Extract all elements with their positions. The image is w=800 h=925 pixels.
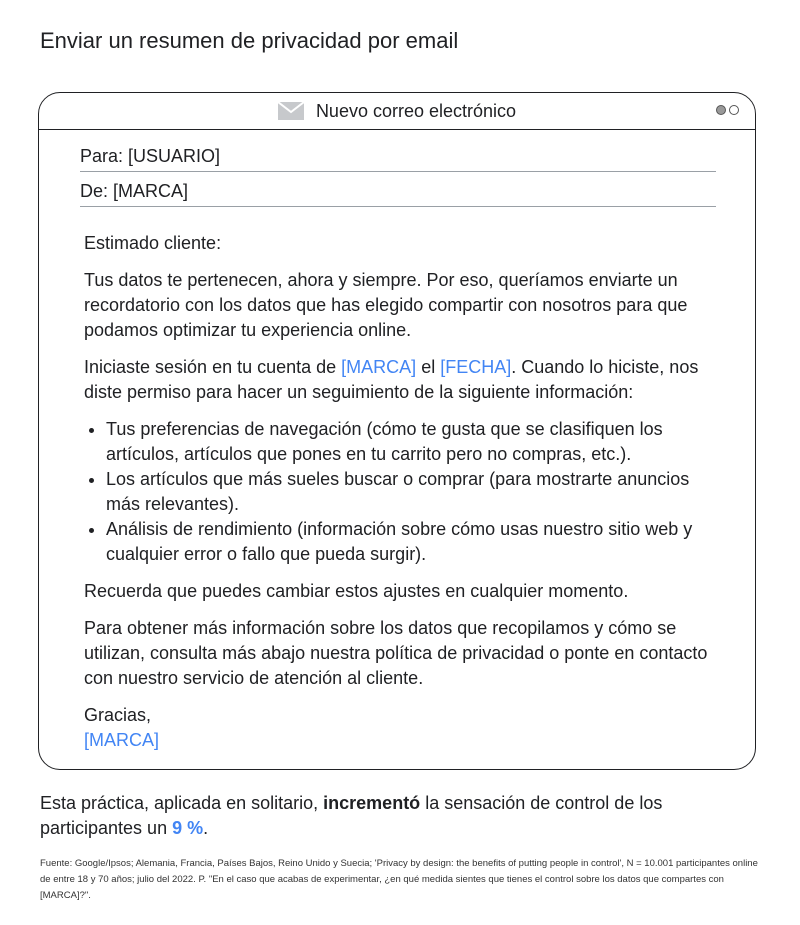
text: Iniciaste sesión en tu cuenta de [84, 357, 342, 377]
thanks: Gracias, [84, 705, 152, 725]
window-dot-icon[interactable] [729, 105, 739, 115]
text: . Cuando lo hiciste, nos diste permiso para hacer un seguimiento de la siguiente información: [84, 357, 699, 402]
bullet-list [84, 417, 724, 567]
signature: [MARCA] [84, 730, 160, 750]
window-dot-icon[interactable] [716, 105, 726, 115]
text: Esta práctica, aplicada en solitario, [40, 793, 324, 813]
from-field[interactable]: De: [MARCA] [80, 181, 716, 207]
paragraph: Tus datos te pertenecen, ahora y siempre. Por eso, queríamos enviarte un recordatorio con los datos que has elegido compartir con nosotros para que podamos optimizar tu experiencia online. [84, 270, 688, 340]
list-item: • Los artículos que más sueles buscar o comprar (para mostrarte anuncios más relevantes). [106, 467, 724, 517]
stat-value: 9 % [172, 818, 204, 838]
footnote: Fuente: Google/Ipsos; Alemania, Francia, Países Bajos, Reino Unido y Suecia; 'Privacy by design: the benefits of putting people in control', N = 10.001 participantes online de entre 18 y 70 años; julio del 2022. P. "En el caso que acabas de experimentar, ¿en qué medida sientes que tienes el control sobre los datos que compartes con [MARCA]?". [40, 858, 758, 901]
brand-placeholder: [MARCA] [341, 357, 417, 377]
greeting: Estimado cliente: [84, 233, 222, 253]
text-bold: incrementó [323, 793, 421, 813]
page-title: Enviar un resumen de privacidad por email [40, 28, 459, 53]
email-window [38, 92, 756, 770]
window-header [39, 93, 755, 130]
text: la sensación de control de los participantes un [40, 793, 663, 838]
to-field[interactable]: Para: [USUARIO] [80, 146, 716, 172]
paragraph: Para obtener más información sobre los datos que recopilamos y cómo se utilizan, consulta más abajo nuestra política de privacidad o ponte en contacto con nuestro servicio de atención al cliente. [84, 618, 708, 688]
text: . [203, 818, 209, 838]
text: el [416, 357, 441, 377]
paragraph: Recuerda que puedes cambiar estos ajustes en cualquier momento. [84, 581, 629, 601]
email-body [84, 231, 724, 753]
list-item: • Tus preferencias de navegación (cómo te gusta que se clasifiquen los artículos, artículos que pones en tu carrito pero no compras, etc.). [106, 417, 724, 467]
list-item: • Análisis de rendimiento (información sobre cómo usas nuestro sitio web y cualquier error o fallo que pueda surgir). [106, 517, 724, 567]
mail-icon [278, 102, 304, 120]
date-placeholder: [FECHA] [440, 357, 512, 377]
window-title: Nuevo correo electrónico [315, 100, 517, 121]
paragraph [84, 355, 724, 405]
stat-text [40, 791, 760, 841]
